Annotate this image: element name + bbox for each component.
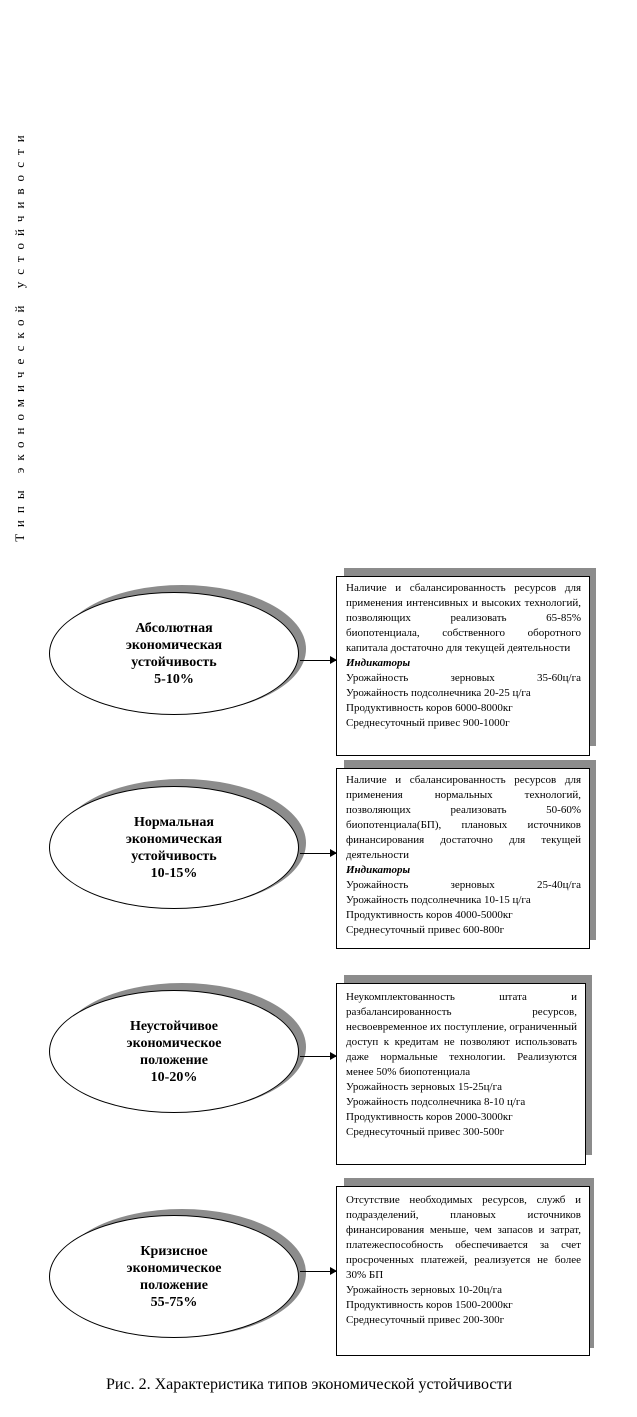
description-text: Отсутствие необходимых ресурсов, служб и подразделений, плановых источников финансирования меньше, чем запасов и затрат, платежеспособность обеспечивается за счет просроченных платежей, реализуется не более 30% БП	[346, 1194, 581, 1281]
ellipse-line: устойчивость	[131, 848, 217, 864]
ellipse-percent: 10-20%	[150, 1069, 198, 1085]
indicator-item: Среднесуточный привес 300-500г	[346, 1126, 505, 1138]
diagram-side-title	[6, 125, 34, 545]
description-text: Наличие и сбалансированность ресурсов для применения интенсивных и высоких технологий, позволяющих реализовать 65-85% биопотенциала, собственного оборотного капитала достаточно для текущей деятельности	[346, 582, 581, 654]
type-description-box-normal	[336, 768, 590, 949]
ellipse-line: Неустойчивое	[130, 1018, 218, 1034]
ellipse-line: Абсолютная	[135, 620, 213, 636]
type-ellipse-normal	[49, 786, 299, 909]
indicator-item: Продуктивность коров 2000-3000кг	[346, 1111, 513, 1123]
connector-arrow	[300, 660, 336, 661]
indicator-item: Продуктивность коров 6000-8000кг	[346, 702, 513, 714]
indicator-item: Урожайность подсолнечника 10-15 ц/га	[346, 894, 531, 906]
side-title-text: Типы экономической устойчивости	[12, 128, 27, 542]
ellipse-line: Кризисное	[140, 1243, 208, 1259]
indicator-item: Продуктивность коров 4000-5000кг	[346, 909, 513, 921]
ellipse-line: устойчивость	[131, 654, 217, 670]
indicators-label: Индикаторы	[346, 864, 411, 876]
indicators-label: Индикаторы	[346, 657, 411, 669]
type-ellipse-crisis	[49, 1215, 299, 1338]
type-description-box-crisis	[336, 1186, 590, 1356]
indicator-item: Продуктивность коров 1500-2000кг	[346, 1299, 513, 1311]
description-text: Неукомплектованность штата и разбалансированность ресурсов, несвоевременное их поступление, ограниченный доступ к кредитам не позволяют использовать даже нормальные технологии. Реализуются менее 50% биопотенциала	[346, 991, 577, 1078]
ellipse-percent: 5-10%	[154, 671, 194, 687]
indicator-item: Урожайность подсолнечника 8-10 ц/га	[346, 1096, 526, 1108]
ellipse-line: экономическое	[126, 1260, 222, 1276]
ellipse-line: Нормальная	[134, 814, 214, 830]
connector-arrow	[300, 853, 336, 854]
indicator-item: Среднесуточный привес 200-300г	[346, 1314, 505, 1326]
indicator-item: Урожайность зерновых 10-20ц/га	[346, 1284, 502, 1296]
indicator-item: Урожайность зерновых 35-60ц/га	[346, 672, 581, 684]
type-description-box-absolute	[336, 576, 590, 756]
ellipse-line: положение	[140, 1277, 208, 1293]
description-text: Наличие и сбалансированность ресурсов для применения нормальных технологий, позволяющих реализовать 50-60% биопотенциала(БП), плановых источников финансирования достаточно для текущей деятельности	[346, 774, 581, 861]
type-ellipse-absolute	[49, 592, 299, 715]
ellipse-line: положение	[140, 1052, 208, 1068]
indicator-item: Урожайность зерновых 25-40ц/га	[346, 879, 581, 891]
connector-arrow	[300, 1271, 336, 1272]
ellipse-line: экономическая	[125, 831, 223, 847]
ellipse-line: экономическая	[125, 637, 223, 653]
connector-arrow	[300, 1056, 336, 1057]
ellipse-percent: 55-75%	[150, 1294, 198, 1310]
figure-caption: Рис. 2. Характеристика типов экономической устойчивости	[106, 1376, 512, 1393]
indicator-item: Урожайность зерновых 15-25ц/га	[346, 1081, 502, 1093]
ellipse-line: экономическое	[126, 1035, 222, 1051]
type-description-box-unstable	[336, 983, 586, 1165]
type-ellipse-unstable	[49, 990, 299, 1113]
ellipse-percent: 10-15%	[150, 865, 198, 881]
indicator-item: Среднесуточный привес 900-1000г	[346, 717, 510, 729]
indicator-item: Урожайность подсолнечника 20-25 ц/га	[346, 687, 531, 699]
indicator-item: Среднесуточный привес 600-800г	[346, 924, 505, 936]
